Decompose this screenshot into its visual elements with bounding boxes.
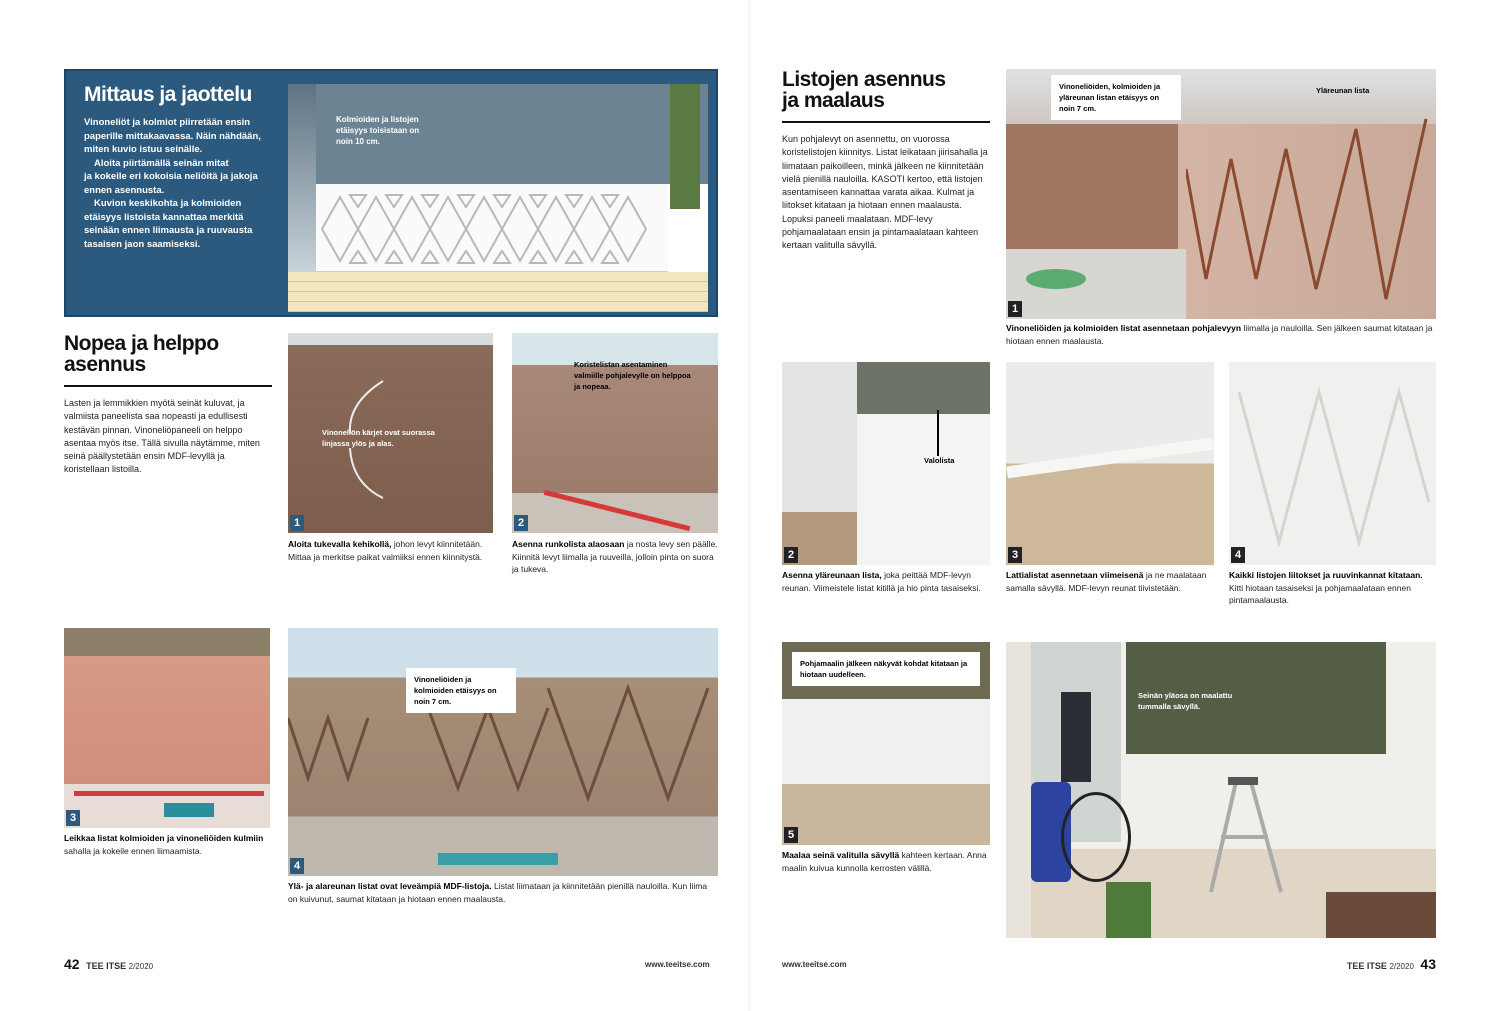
magazine-name: TEE ITSE — [86, 961, 127, 971]
right-photo-4-caption — [1229, 569, 1436, 607]
green-wall — [857, 362, 990, 414]
section-rule — [64, 385, 272, 387]
right-photo-1-caption — [1006, 322, 1436, 347]
right-photo-2-caption — [782, 569, 990, 594]
section-body: Kun pohjalevyt on asennettu, on vuorossa koristelistojen kiinnitys. Listat leikataan jiirisahalla ja liimataan paikoilleen, minkä jälkeen ne kiinnitetään vielä pienillä nauloilla. KASOTI kertoo, että listojen asentamiseen kannattaa varata aikaa. Kulmat ja liitokset kitataan ja hiotaan ennen maalausta. Lopuksi paneeli maalataan. MDF-levy pohjamaalataan ensin ja pintamaalataan kahteen kertaan valitulla sävyllä. — [782, 134, 988, 251]
install-section — [64, 333, 272, 477]
diamond-pattern-graphic — [320, 189, 670, 269]
caption-text: joka peittää MDF-levyn reunan. Viimeistele listat kitillä ja hio pinta tasaiseksi. — [782, 570, 981, 593]
section-title-line: ja maalaus — [782, 89, 885, 112]
section-title — [64, 333, 272, 375]
caption-lead: Ylä- ja alareunan listat ovat leveämpiä MDF-listoja. — [288, 881, 492, 891]
step-number: 4 — [290, 858, 304, 874]
intro-line: ja kokeile eri kokoisia neliöitä ja jakoja — [84, 171, 258, 182]
photo-3 — [64, 628, 270, 828]
caption-text: sahalla ja kokeile ennen liimaamista. — [64, 845, 202, 856]
right-photo-1 — [1006, 69, 1436, 319]
intro-line: miten kuvio istuu seinälle. — [84, 144, 203, 155]
paint-section — [782, 69, 990, 253]
step-number: 3 — [66, 810, 80, 826]
caption-lead: Lattialistat asennetaan viimeisenä — [1006, 570, 1144, 580]
photo-label: Valolista — [924, 456, 955, 465]
vacuum-hose — [1061, 792, 1131, 882]
caption-lead: Leikkaa listat kolmioiden ja vinoneliöiden kulmiin — [64, 833, 264, 843]
magazine-name: TEE ITSE — [1346, 961, 1387, 971]
issue-label: 2/2020 — [128, 962, 154, 971]
intro-line: etäisyys listoista kannattaa merkitä — [84, 211, 244, 223]
callout-bubble: Vinoneliöiden ja kolmioiden etäisyys on noin 7 cm. — [406, 668, 516, 713]
step-number: 3 — [1008, 547, 1022, 563]
diamond-wall-graphic — [1186, 109, 1436, 309]
right-photo-5 — [782, 642, 990, 845]
wooden-box — [1326, 892, 1436, 938]
right-photo-final — [1006, 642, 1436, 938]
spread-gutter — [748, 0, 752, 1011]
teal-object — [164, 803, 214, 817]
photo-2 — [512, 333, 718, 533]
illustration-left-wall — [288, 84, 316, 284]
caption-text: kahteen kertaan. Anna maalin kuivua kunnolla kerrosten välillä. — [782, 850, 987, 873]
caption-lead: Vinoneliöiden ja kolmioiden listat asennetaan pohjalevyyn — [1006, 323, 1242, 333]
teal-object — [438, 853, 558, 865]
photo-3-caption — [64, 832, 270, 857]
right-photo-3 — [1006, 362, 1214, 565]
right-photo-5-caption — [782, 849, 990, 874]
section-title-line: Listojen asennus — [782, 68, 946, 91]
caption-lead: Asenna runkolista alaosaan — [512, 539, 625, 549]
photo-4-caption — [288, 880, 718, 905]
illustration-note: Kolmioiden ja listojen etäisyys toisistaan on noin 10 cm. — [336, 115, 420, 146]
box-title: Mittaus ja jaottelu — [84, 83, 252, 106]
caption-lead: Maalaa seinä valitulla sävyllä — [782, 850, 900, 860]
photo-1-caption — [288, 538, 493, 563]
illustration-side-wall — [670, 84, 700, 209]
green-rug — [1106, 882, 1151, 938]
caption-text: ja ne maalataan samalla sävyllä. MDF-levyn reunat tiivistetään. — [1006, 570, 1207, 593]
section-rule — [782, 121, 990, 123]
section-title-line: asennus — [64, 353, 146, 376]
door-frame — [1006, 642, 1031, 938]
caption-text: johon levyt kiinnitetään. Mittaa ja merkitse paikat valmiiksi ennen kiinnitystä. — [288, 539, 483, 562]
section-body: Lasten ja lemmikkien myötä seinät kuluvat, ja valmiista paneelista saa nopeasti ja edullisesti kestävän pinnan. Vinoneliöpaneeli on helppo asentaa myös itse. Tällä sivulla näytämme, miten seinä päällystetään ensin MDF-levyllä ja koristellaan listoilla. — [64, 398, 260, 475]
section-title-line: Nopea ja helppo — [64, 332, 219, 355]
caption-text: liimalla ja nauloilla. Sen jälkeen saumat kitataan ja hiotaan ennen maalausta. — [1006, 323, 1433, 346]
right-photo-4 — [1229, 362, 1436, 565]
photo-overlay-text: Vinoneliön kärjet ovat suorassa linjassa ylös ja alas. — [322, 428, 435, 448]
photo-overlay-text: Seinän yläosa on maalattu tummalla sävyllä. — [1138, 691, 1233, 711]
page-number: 42 — [64, 956, 80, 972]
measurement-info-box — [64, 69, 718, 317]
hanging-clothes — [1061, 692, 1091, 782]
caption-text: ja nosta levy sen päälle. Kiinnitä levyt liimalla ja ruuveilla, jolloin pinta on suora ja tukeva. — [512, 539, 718, 574]
intro-line: ennen asennusta. — [84, 184, 165, 196]
pointer-line — [937, 410, 939, 456]
step-number: 2 — [784, 547, 798, 563]
diamond-wall-graphic — [1229, 382, 1436, 552]
photo-label: Yläreunan lista — [1316, 86, 1370, 95]
photo-4 — [288, 628, 718, 876]
intro-line: Kuvion keskikohta ja kolmioiden — [94, 198, 242, 209]
green-object — [1026, 269, 1086, 289]
illustration-floor — [288, 272, 708, 312]
baseboard — [1006, 438, 1214, 479]
step-number: 1 — [1008, 301, 1022, 317]
left-footer-website[interactable]: www.teeitse.com — [645, 960, 710, 969]
intro-line: tasaisen jaon saamiseksi. — [84, 238, 201, 250]
step-number: 2 — [514, 515, 528, 531]
section-title — [782, 69, 990, 111]
intro-line: seinään ennen liimausta ja ruuvausta — [84, 225, 253, 236]
step-number: 1 — [290, 515, 304, 531]
step-number: 5 — [784, 827, 798, 843]
step-number: 4 — [1231, 547, 1245, 563]
red-strip — [74, 791, 264, 796]
caption-lead: Kaikki listojen liitokset ja ruuvinkannat kitataan. — [1229, 570, 1423, 580]
box-intro — [84, 116, 284, 251]
caption-text: Listat liimataan ja kiinnitetään pienillä nauloilla. Kun liima on kuivunut, saumat kitataan ja hiotaan ennen maalausta. — [288, 881, 708, 904]
photo-1 — [288, 333, 493, 533]
step-ladder-graphic — [1206, 777, 1306, 897]
red-level-tool — [544, 490, 691, 531]
caption-lead: Asenna yläreunaan lista, — [782, 570, 882, 580]
left-footer — [64, 956, 153, 972]
right-photo-3-caption — [1006, 569, 1214, 594]
intro-line: Vinoneliöt ja kolmiot piirretään ensin — [84, 117, 251, 128]
intro-line: paperille mittakaavassa. Näin nähdään, — [84, 130, 261, 142]
intro-line: Aloita piirtämällä seinän mitat — [94, 157, 229, 169]
wall-illustration — [288, 84, 708, 312]
right-footer-website[interactable]: www.teeitse.com — [782, 960, 847, 969]
callout-bubble: Pohjamaalin jälkeen näkyvät kohdat kitataan ja hiotaan uudelleen. — [792, 652, 980, 686]
issue-label: 2/2020 — [1389, 962, 1414, 971]
photo-2-caption — [512, 538, 718, 576]
right-photo-2 — [782, 362, 990, 565]
photo-overlay-text: Koristelistan asentaminen valmiille pohjalevylle on helppoa ja nopeaa. — [574, 360, 691, 391]
page-number: 43 — [1420, 956, 1436, 972]
callout-bubble: Vinoneliöiden, kolmioiden ja yläreunan listan etäisyys on noin 7 cm. — [1051, 75, 1181, 120]
right-footer — [1347, 956, 1436, 972]
caption-text: Kitti hiotaan tasaiseksi ja pohjamaalataan ennen pintamaalausta. — [1229, 582, 1411, 605]
caption-lead: Aloita tukevalla kehikollä, — [288, 539, 392, 549]
